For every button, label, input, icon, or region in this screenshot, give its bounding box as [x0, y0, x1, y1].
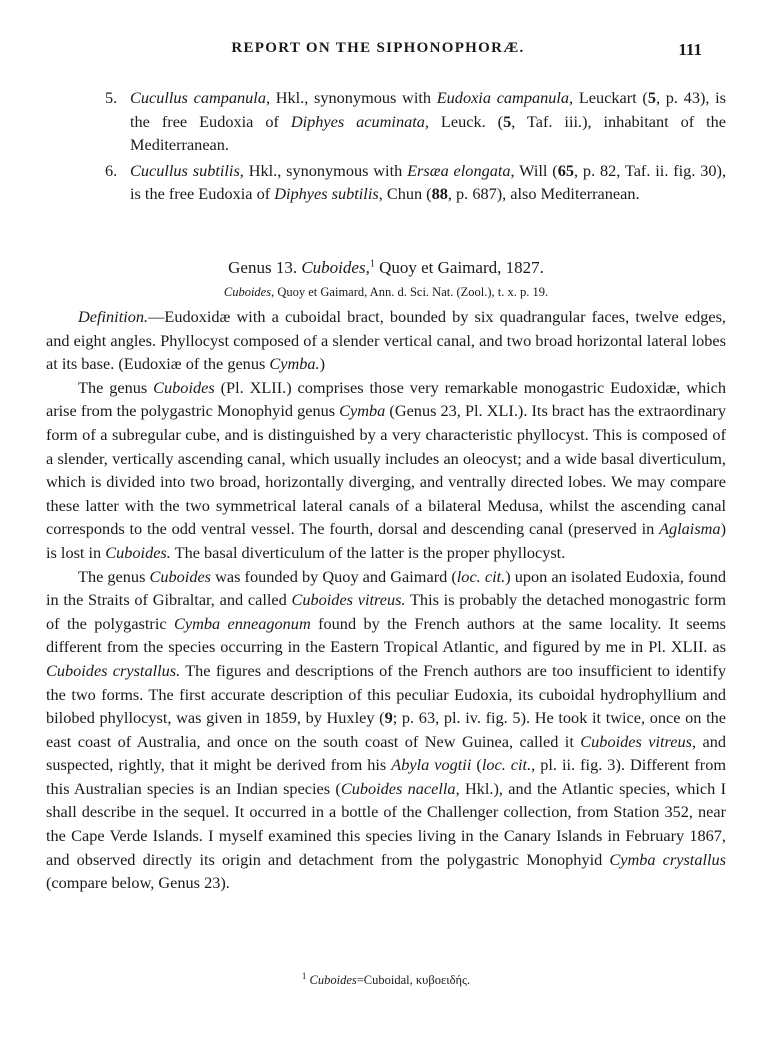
page-header	[46, 40, 710, 66]
footnote: $^1$ Cuboides=Cuboidal, κυβοειδής.	[301, 971, 471, 988]
species-list	[46, 86, 726, 208]
paragraph-genus-description: The genus Cuboides (Pl. XLII.) comprises those very remarkable monogastric Eudoxidæ, which arise from the polygastric Monophyid genus Cymba (Genus 23, Pl. XLI.). Its bract has the extraordinary form of a subregular cube, and is distinguished by a very characteristic phyllocyst. This is composed of a slender, vertically ascending canal, which usually includes an oleocyst; and a wide basal diverticulum, which is divided into two broad, horizontally diverging, and ventrally directed lobes. We may compare these latter with the two symmetrical lateral canals of a bilateral Medusa, whilst the ascending canal corresponds to the odd ventral vessel. The fourth, dorsal and descending canal (preserved in Aglaisma) is lost in Cuboides. The basal diverticulum of the latter is the proper phyllocyst.	[46, 377, 727, 562]
body-text	[46, 305, 726, 895]
running-title: REPORT ON THE SIPHONOPHORÆ.	[231, 40, 525, 56]
genus-reference: Cuboides, Quoy et Gaimard, Ann. d. Sci. Nat. (Zool.), t. x. p. 19.	[223, 285, 549, 299]
paragraph-genus-history: The genus Cuboides was founded by Quoy and Gaimard (loc. cit.) upon an isolated Eudoxia, found in the Straits of Gibraltar, and called Cuboides vitreus. This is probably the detached monogastric form of the polygastric Cymba enneagonum found by the French authors at the same locality. It seems different from the species occurring in the Eastern Tropical Atlantic, and figured by me in Pl. XLII. as Cuboides crystallus. The figures and descriptions of the French authors are too insufficient to identify the two forms. The first accurate description of this peculiar Eudoxia, its cuboidal hydrophyllium and bilobed phyllocyst, was given in 1859, by Huxley (9; p. 63, pl. iv. fig. 5). He took it twice, once on the east coast of Australia, and once on the south coast of New Guinea, called it Cuboides vitreus, and suspected, rightly, that it might be derived from his Abyla vogtii (loc. cit., pl. ii. fig. 3). Different from this Australian species is an Indian species (Cuboides nacella, Hkl.), and the Atlantic species, which I shall describe in the sequel. It occurred in a bottle of the Challenger collection, from Station 352, near the Cape Verde Islands. I myself examined this species living in the Canary Islands in February 1867, and observed directly its origin and detachment from the polygastric Monophyid Cymba crystallus (compare below, Genus 23).	[46, 566, 727, 893]
list-item: 6. Cucullus subtilis, Hkl., synonymous with Ersæa elongata, Will (65, p. 82, Taf. ii. fig. 30), is the free Eudoxia of Diphyes subtilis, Chun (88, p. 687), also Mediterranean.	[105, 160, 727, 204]
definition-paragraph: Definition.—Eudoxidæ with a cuboidal bract, bounded by six quadrangular faces, twelve edges, and eight angles. Phyllocyst composed of a slender vertical canal, and two broad horizontal lateral lobes at its base. (Eudoxiæ of the genus Cymba.)	[46, 307, 726, 374]
genus-heading: Genus 13. Cuboides,$^1$ Quoy et Gaimard, 1827.	[228, 258, 544, 277]
list-item: 5. Cucullus campanula, Hkl., synonymous with Eudoxia campanula, Leuckart (5, p. 43), is the free Eudoxia of Diphyes acuminata, Leuck. (5, Taf. iii.), inhabitant of the Mediterranean.	[105, 88, 727, 155]
page-number: 111	[678, 40, 702, 59]
